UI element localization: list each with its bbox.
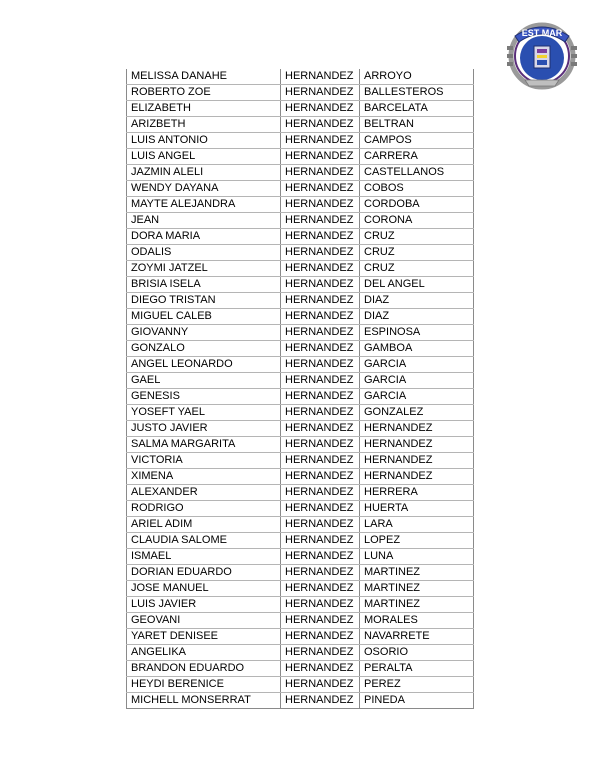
maternal-surname-cell: CAMPOS [360, 133, 474, 149]
paternal-surname-cell: HERNANDEZ [281, 453, 360, 469]
first-name-cell: ROBERTO ZOE [127, 85, 281, 101]
table-row [127, 469, 474, 485]
first-name-cell: ARIZBETH [127, 117, 281, 133]
table-row [127, 549, 474, 565]
first-name-cell: YARET DENISEE [127, 629, 281, 645]
maternal-surname-cell: DEL ANGEL [360, 277, 474, 293]
first-name-cell: ELIZABETH [127, 101, 281, 117]
paternal-surname-cell: HERNANDEZ [281, 69, 360, 85]
table-row [127, 149, 474, 165]
table-row [127, 405, 474, 421]
maternal-surname-cell: DIAZ [360, 293, 474, 309]
table-row [127, 197, 474, 213]
table-row [127, 661, 474, 677]
table-row [127, 437, 474, 453]
maternal-surname-cell: NAVARRETE [360, 629, 474, 645]
paternal-surname-cell: HERNANDEZ [281, 565, 360, 581]
paternal-surname-cell: HERNANDEZ [281, 693, 360, 709]
table-row [127, 229, 474, 245]
paternal-surname-cell: HERNANDEZ [281, 517, 360, 533]
first-name-cell: ALEXANDER [127, 485, 281, 501]
paternal-surname-cell: HERNANDEZ [281, 101, 360, 117]
first-name-cell: GEOVANI [127, 613, 281, 629]
table-row [127, 245, 474, 261]
paternal-surname-cell: HERNANDEZ [281, 149, 360, 165]
maternal-surname-cell: DIAZ [360, 309, 474, 325]
maternal-surname-cell: LOPEZ [360, 533, 474, 549]
maternal-surname-cell: HERNANDEZ [360, 421, 474, 437]
maternal-surname-cell: HERNANDEZ [360, 437, 474, 453]
first-name-cell: JOSE MANUEL [127, 581, 281, 597]
first-name-cell: XIMENA [127, 469, 281, 485]
maternal-surname-cell: MARTINEZ [360, 565, 474, 581]
maternal-surname-cell: PINEDA [360, 693, 474, 709]
first-name-cell: ISMAEL [127, 549, 281, 565]
table-row [127, 421, 474, 437]
table-row [127, 165, 474, 181]
first-name-cell: WENDY DAYANA [127, 181, 281, 197]
table-row [127, 277, 474, 293]
paternal-surname-cell: HERNANDEZ [281, 197, 360, 213]
maternal-surname-cell: BELTRAN [360, 117, 474, 133]
first-name-cell: CLAUDIA SALOME [127, 533, 281, 549]
first-name-cell: DORA MARIA [127, 229, 281, 245]
table-row [127, 133, 474, 149]
paternal-surname-cell: HERNANDEZ [281, 581, 360, 597]
paternal-surname-cell: HERNANDEZ [281, 533, 360, 549]
paternal-surname-cell: HERNANDEZ [281, 309, 360, 325]
maternal-surname-cell: MARTINEZ [360, 597, 474, 613]
paternal-surname-cell: HERNANDEZ [281, 469, 360, 485]
table-row [127, 693, 474, 709]
first-name-cell: LUIS JAVIER [127, 597, 281, 613]
first-name-cell: BRANDON EDUARDO [127, 661, 281, 677]
table-row [127, 597, 474, 613]
logo-text: EST MAR [521, 28, 563, 38]
first-name-cell: GIOVANNY [127, 325, 281, 341]
paternal-surname-cell: HERNANDEZ [281, 117, 360, 133]
paternal-surname-cell: HERNANDEZ [281, 341, 360, 357]
first-name-cell: MIGUEL CALEB [127, 309, 281, 325]
roster-body [127, 69, 474, 709]
paternal-surname-cell: HERNANDEZ [281, 245, 360, 261]
first-name-cell: LUIS ANGEL [127, 149, 281, 165]
paternal-surname-cell: HERNANDEZ [281, 597, 360, 613]
paternal-surname-cell: HERNANDEZ [281, 405, 360, 421]
first-name-cell: ZOYMI JATZEL [127, 261, 281, 277]
paternal-surname-cell: HERNANDEZ [281, 437, 360, 453]
first-name-cell: MELISSA DANAHE [127, 69, 281, 85]
maternal-surname-cell: HERNANDEZ [360, 469, 474, 485]
maternal-surname-cell: MARTINEZ [360, 581, 474, 597]
first-name-cell: ANGEL LEONARDO [127, 357, 281, 373]
first-name-cell: GAEL [127, 373, 281, 389]
paternal-surname-cell: HERNANDEZ [281, 261, 360, 277]
table-row [127, 501, 474, 517]
first-name-cell: SALMA MARGARITA [127, 437, 281, 453]
first-name-cell: JUSTO JAVIER [127, 421, 281, 437]
maternal-surname-cell: COBOS [360, 181, 474, 197]
maternal-surname-cell: CRUZ [360, 245, 474, 261]
maternal-surname-cell: CORDOBA [360, 197, 474, 213]
maternal-surname-cell: GARCIA [360, 389, 474, 405]
maternal-surname-cell: GARCIA [360, 373, 474, 389]
table-row [127, 181, 474, 197]
paternal-surname-cell: HERNANDEZ [281, 133, 360, 149]
table-row [127, 565, 474, 581]
paternal-surname-cell: HERNANDEZ [281, 501, 360, 517]
first-name-cell: MICHELL MONSERRAT [127, 693, 281, 709]
maternal-surname-cell: BALLESTEROS [360, 85, 474, 101]
table-row [127, 85, 474, 101]
table-row [127, 533, 474, 549]
first-name-cell: GONZALO [127, 341, 281, 357]
paternal-surname-cell: HERNANDEZ [281, 165, 360, 181]
first-name-cell: LUIS ANTONIO [127, 133, 281, 149]
paternal-surname-cell: HERNANDEZ [281, 229, 360, 245]
paternal-surname-cell: HERNANDEZ [281, 421, 360, 437]
maternal-surname-cell: OSORIO [360, 645, 474, 661]
maternal-surname-cell: GONZALEZ [360, 405, 474, 421]
first-name-cell: ODALIS [127, 245, 281, 261]
maternal-surname-cell: HERRERA [360, 485, 474, 501]
maternal-surname-cell: CORONA [360, 213, 474, 229]
paternal-surname-cell: HERNANDEZ [281, 213, 360, 229]
school-crest-logo [501, 16, 583, 90]
first-name-cell: MAYTE ALEJANDRA [127, 197, 281, 213]
first-name-cell: HEYDI BERENICE [127, 677, 281, 693]
paternal-surname-cell: HERNANDEZ [281, 485, 360, 501]
table-row [127, 101, 474, 117]
table-row [127, 261, 474, 277]
first-name-cell: GENESIS [127, 389, 281, 405]
table-row [127, 117, 474, 133]
paternal-surname-cell: HERNANDEZ [281, 373, 360, 389]
table-row [127, 613, 474, 629]
maternal-surname-cell: GAMBOA [360, 341, 474, 357]
maternal-surname-cell: GARCIA [360, 357, 474, 373]
table-row [127, 453, 474, 469]
paternal-surname-cell: HERNANDEZ [281, 293, 360, 309]
student-roster-table [126, 69, 474, 709]
first-name-cell: JEAN [127, 213, 281, 229]
maternal-surname-cell: CRUZ [360, 229, 474, 245]
maternal-surname-cell: LARA [360, 517, 474, 533]
paternal-surname-cell: HERNANDEZ [281, 677, 360, 693]
table-row [127, 629, 474, 645]
first-name-cell: DORIAN EDUARDO [127, 565, 281, 581]
maternal-surname-cell: LUNA [360, 549, 474, 565]
table-row [127, 341, 474, 357]
maternal-surname-cell: ARROYO [360, 69, 474, 85]
first-name-cell: VICTORIA [127, 453, 281, 469]
paternal-surname-cell: HERNANDEZ [281, 549, 360, 565]
table-row [127, 309, 474, 325]
paternal-surname-cell: HERNANDEZ [281, 629, 360, 645]
paternal-surname-cell: HERNANDEZ [281, 85, 360, 101]
maternal-surname-cell: MORALES [360, 613, 474, 629]
table-row [127, 677, 474, 693]
table-row [127, 293, 474, 309]
first-name-cell: BRISIA ISELA [127, 277, 281, 293]
first-name-cell: JAZMIN ALELI [127, 165, 281, 181]
paternal-surname-cell: HERNANDEZ [281, 613, 360, 629]
paternal-surname-cell: HERNANDEZ [281, 661, 360, 677]
table-row [127, 517, 474, 533]
maternal-surname-cell: PEREZ [360, 677, 474, 693]
first-name-cell: RODRIGO [127, 501, 281, 517]
table-row [127, 581, 474, 597]
table-row [127, 69, 474, 85]
paternal-surname-cell: HERNANDEZ [281, 389, 360, 405]
paternal-surname-cell: HERNANDEZ [281, 181, 360, 197]
table-row [127, 325, 474, 341]
maternal-surname-cell: CRUZ [360, 261, 474, 277]
maternal-surname-cell: HUERTA [360, 501, 474, 517]
table-row [127, 213, 474, 229]
paternal-surname-cell: HERNANDEZ [281, 357, 360, 373]
table-row [127, 485, 474, 501]
maternal-surname-cell: CASTELLANOS [360, 165, 474, 181]
first-name-cell: YOSEFT YAEL [127, 405, 281, 421]
first-name-cell: ARIEL ADIM [127, 517, 281, 533]
table-row [127, 645, 474, 661]
maternal-surname-cell: PERALTA [360, 661, 474, 677]
paternal-surname-cell: HERNANDEZ [281, 325, 360, 341]
first-name-cell: DIEGO TRISTAN [127, 293, 281, 309]
paternal-surname-cell: HERNANDEZ [281, 645, 360, 661]
maternal-surname-cell: BARCELATA [360, 101, 474, 117]
maternal-surname-cell: HERNANDEZ [360, 453, 474, 469]
maternal-surname-cell: ESPINOSA [360, 325, 474, 341]
first-name-cell: ANGELIKA [127, 645, 281, 661]
table-row [127, 357, 474, 373]
maternal-surname-cell: CARRERA [360, 149, 474, 165]
table-row [127, 389, 474, 405]
table-row [127, 373, 474, 389]
paternal-surname-cell: HERNANDEZ [281, 277, 360, 293]
